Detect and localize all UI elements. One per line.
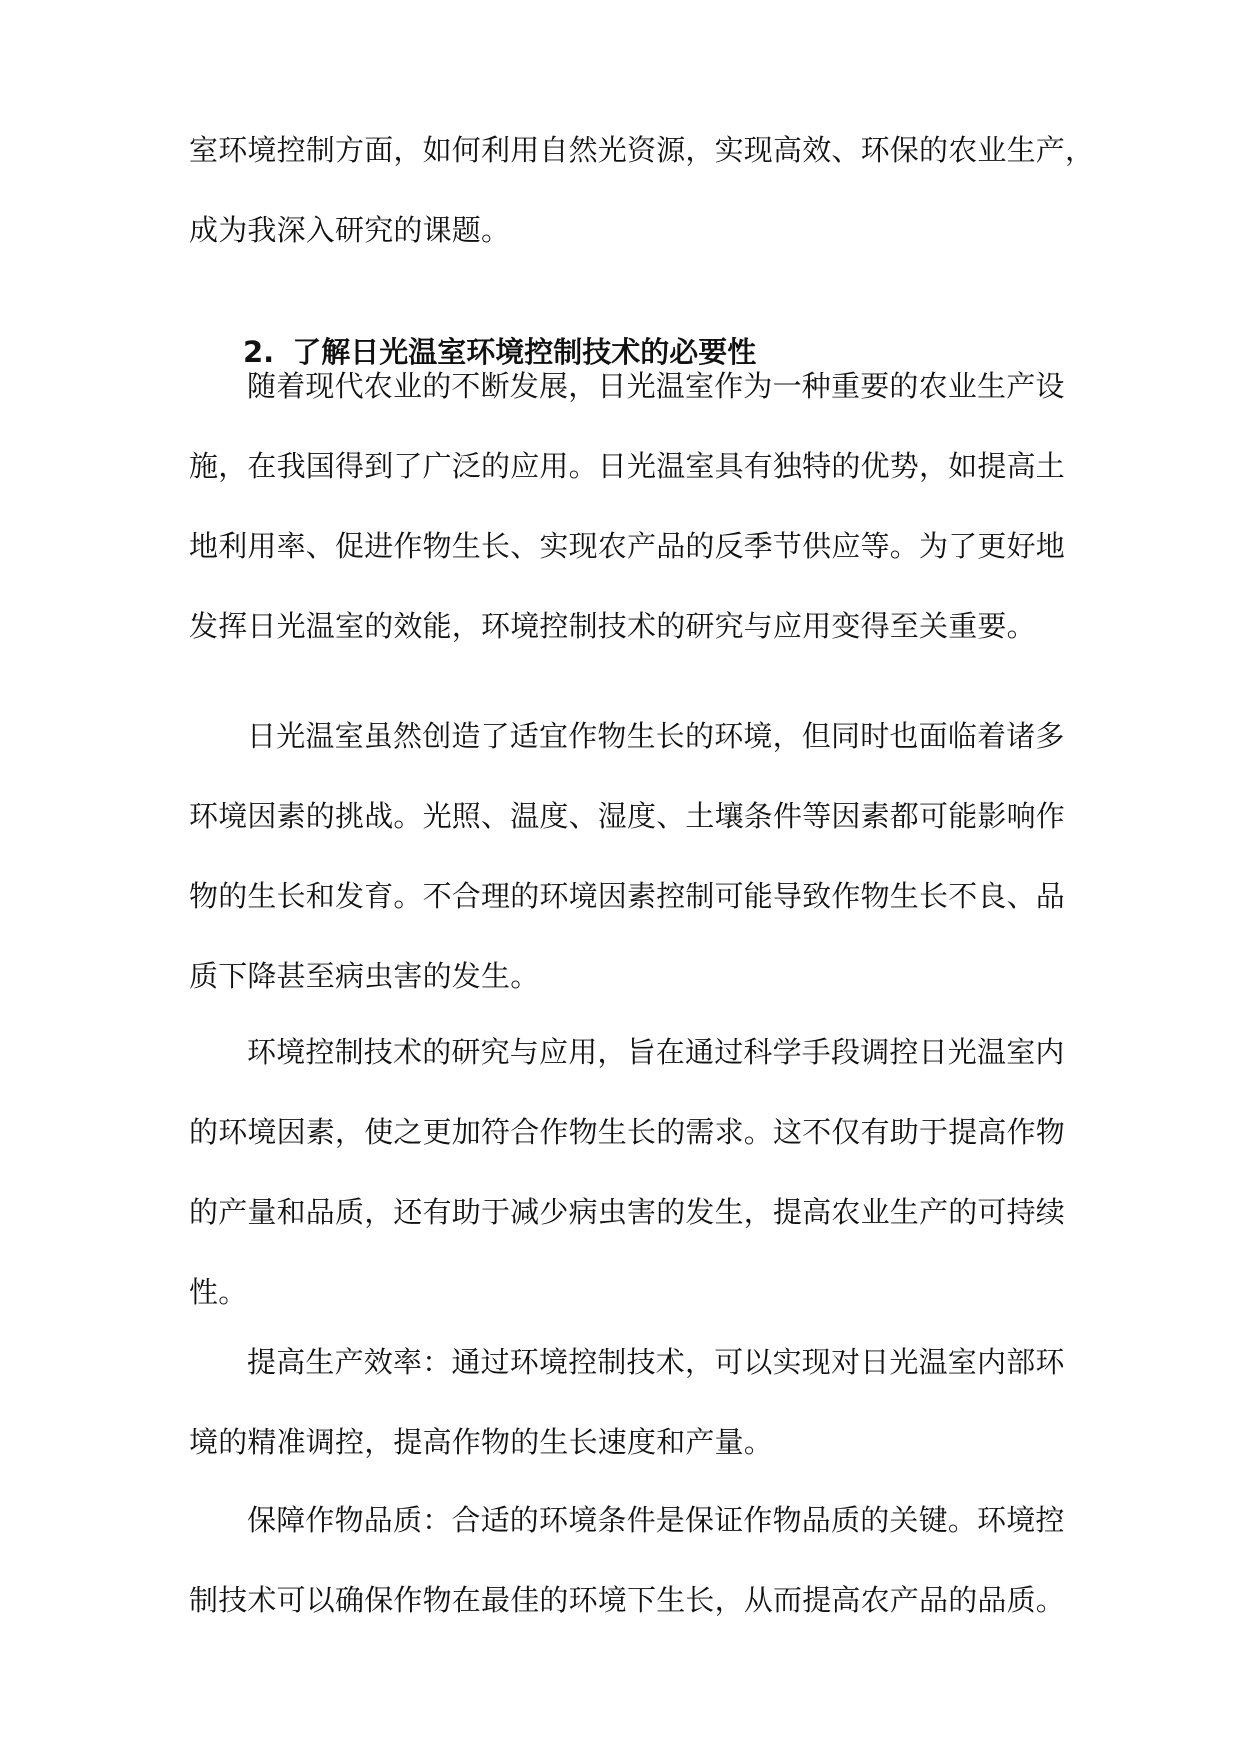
section-number: 2. <box>243 335 275 369</box>
text-line: 施，在我国得到了广泛的应用。日光温室具有独特的优势，如提高土 <box>189 449 1066 483</box>
text-line: 室环境控制方面，如何利用自然光资源，实现高效、环保的农业生产， <box>189 133 1095 167</box>
text-line: 成为我深入研究的课题。 <box>189 213 511 247</box>
paragraph-4 <box>189 1322 1065 1482</box>
paragraph-3 <box>189 1012 1066 1332</box>
text-line: 境的精准调控，提高作物的生长速度和产量。 <box>189 1425 774 1459</box>
text-line: 性。 <box>189 1275 248 1309</box>
intro-paragraph <box>189 110 1095 270</box>
text-line: 发挥日光温室的效能，环境控制技术的研究与应用变得至关重要。 <box>189 609 1036 643</box>
text-line: 地利用率、促进作物生长、实现农产品的反季节供应等。为了更好地 <box>189 529 1066 563</box>
text-line: 保障作物品质：合适的环境条件是保证作物品质的关键。环境控 <box>247 1503 1065 1537</box>
paragraph-5 <box>189 1480 1066 1640</box>
section-title: 了解日光温室环境控制技术的必要性 <box>292 335 757 369</box>
text-line: 随着现代农业的不断发展，日光温室作为一种重要的农业生产设 <box>247 369 1065 403</box>
text-line: 环境因素的挑战。光照、温度、湿度、土壤条件等因素都可能影响作 <box>189 799 1066 833</box>
text-line: 的环境因素，使之更加符合作物生长的需求。这不仅有助于提高作物 <box>189 1115 1066 1149</box>
text-line: 的产量和品质，还有助于减少病虫害的发生，提高农业生产的可持续 <box>189 1195 1066 1229</box>
text-line: 日光温室虽然创造了适宜作物生长的环境，但同时也面临着诸多 <box>247 719 1065 753</box>
paragraph-2 <box>189 696 1066 1016</box>
text-line: 环境控制技术的研究与应用，旨在通过科学手段调控日光温室内 <box>247 1035 1065 1069</box>
text-line: 制技术可以确保作物在最佳的环境下生长，从而提高农产品的品质。 <box>189 1583 1066 1617</box>
paragraph-1 <box>189 346 1066 666</box>
text-line: 质下降甚至病虫害的发生。 <box>189 959 540 993</box>
text-line: 提高生产效率：通过环境控制技术，可以实现对日光温室内部环 <box>247 1345 1065 1379</box>
text-line: 物的生长和发育。不合理的环境因素控制可能导致作物生长不良、品 <box>189 879 1066 913</box>
